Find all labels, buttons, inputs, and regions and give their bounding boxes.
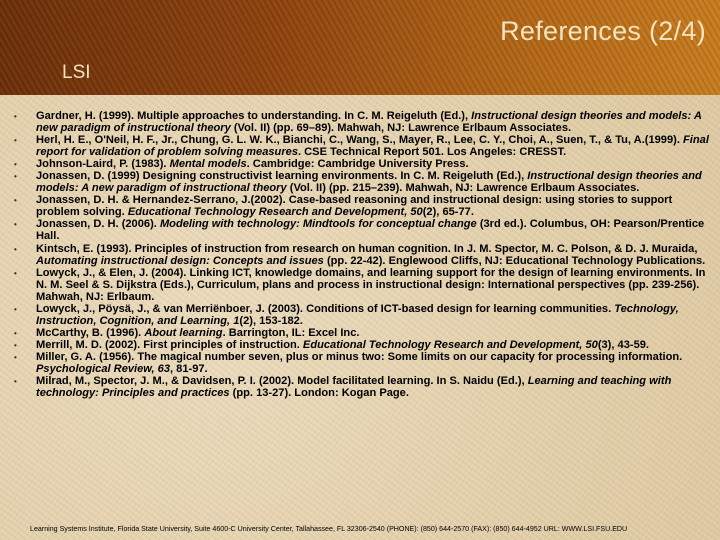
- reference-text: (2), 65-77.: [422, 206, 474, 219]
- reference-italic-text: Educational Technology Research and Development, 50: [127, 206, 423, 219]
- reference-text: Lowyck, J., Pöysä, J., & van Merriënboer, J. (2003). Conditions of ICT-based design for learning communities.: [36, 302, 615, 315]
- slide-title: References (2/4): [500, 16, 706, 46]
- reference-item: [14, 375, 714, 399]
- reference-item: [14, 243, 714, 267]
- bullet-icon: •: [14, 244, 17, 254]
- reference-text: . Barrington, IL: Excel Inc.: [222, 326, 360, 339]
- reference-item: [14, 327, 714, 339]
- bullet-icon: •: [14, 328, 17, 338]
- reference-item: [14, 170, 714, 194]
- reference-italic-text: Modeling with technology: Mindtools for conceptual change: [159, 218, 477, 231]
- reference-item: [14, 351, 714, 375]
- reference-text: (3rd ed.). Columbus, OH: Pearson/Prentice Hall.: [36, 218, 705, 243]
- bullet-icon: •: [14, 352, 17, 362]
- reference-italic-text: Final report for validation of problem solving measures: [36, 134, 709, 159]
- reference-item: [14, 134, 714, 158]
- bullet-icon: •: [14, 220, 17, 230]
- reference-item: [14, 267, 714, 303]
- bullet-icon: •: [14, 268, 17, 278]
- bullet-icon: •: [14, 112, 17, 121]
- reference-text: Gardner, H. (1999). Multiple approaches to understanding. In C. M. Reigeluth (Ed.),: [36, 110, 472, 122]
- reference-italic-text: Automating instructional design: Concepts and issues: [36, 254, 324, 267]
- reference-text: Jonassen, D. H. (2006).: [36, 218, 160, 231]
- reference-text: Jonassen, D. H. & Hernandez-Serrano, J.(2002). Case-based reasoning and instructional design: using stories to support problem solving.: [36, 194, 673, 219]
- reference-item: [14, 339, 714, 351]
- reference-text: (pp. 22-42). Englewood Cliffs, NJ: Educational Technology Publications.: [323, 254, 706, 267]
- bullet-icon: •: [14, 377, 17, 387]
- reference-item: [14, 194, 714, 218]
- reference-text: (3), 43-59.: [597, 338, 649, 351]
- reference-text: . Cambridge: Cambridge University Press.: [246, 158, 469, 171]
- reference-italic-text: Educational Technology Research and Development, 50: [302, 338, 598, 351]
- reference-text: . CSE Technical Report 501. Los Angeles: CRESST.: [298, 146, 567, 159]
- reference-text: (Vol. II) (pp. 215–239). Mahwah, NJ: Lawrence Erlbaum Associates.: [286, 182, 640, 195]
- reference-item: [14, 158, 714, 170]
- reference-item: [14, 110, 714, 134]
- reference-list: [14, 110, 714, 399]
- reference-text: (2), 153-182.: [239, 314, 303, 327]
- bullet-icon: •: [14, 304, 17, 314]
- reference-text: Milrad, M., Spector, J. M., & Davidsen, P. I. (2002). Model facilitated learning. In S. Naidu (Ed.),: [36, 375, 528, 388]
- reference-text: , 81-97.: [170, 362, 208, 375]
- reference-text: Lowyck, J., & Elen, J. (2004). Linking ICT, knowledge domains, and learning support for the design of learning environments. In N. M. Seel & S. Dijkstra (Eds.), Curriculum, plans and process in instructional design: International perspectives (pp. 239-256). Mahwah, NJ: Erlbaum.: [36, 266, 706, 303]
- bullet-icon: •: [14, 172, 17, 182]
- reference-text: Miller, G. A. (1956). The magical number seven, plus or minus two: Some limits on our capacity for processing information.: [36, 350, 683, 363]
- reference-italic-text: Technology, Instruction, Cognition, and Learning, 1: [36, 302, 679, 327]
- reference-text: Kintsch, E. (1993). Principles of instruction from research on human cognition. In J. M. Spector, M. C. Polson, & D. J. Muraida,: [36, 242, 698, 255]
- reference-item: [14, 303, 714, 327]
- reference-text: Jonassen, D. (1999) Designing constructivist learning environments. In C. M. Reigeluth (Ed.),: [36, 170, 528, 183]
- bullet-icon: •: [14, 196, 17, 206]
- reference-italic-text: Mental models: [169, 158, 247, 171]
- reference-italic-text: Instructional design theories and models: A new paradigm of instructional theory: [36, 110, 702, 135]
- reference-text: Merrill, M. D. (2002). First principles of instruction.: [36, 338, 303, 351]
- bullet-icon: •: [14, 136, 17, 146]
- reference-italic-text: Psychological Review, 63: [36, 362, 171, 375]
- reference-item: [14, 218, 714, 242]
- reference-italic-text: Instructional design theories and models: A new paradigm of instructional theory: [36, 170, 702, 195]
- bullet-icon: •: [14, 160, 17, 170]
- reference-text: Johnson-Laird, P. (1983).: [36, 158, 170, 171]
- header-banner: [0, 0, 720, 95]
- reference-text: McCarthy, B. (1996).: [36, 326, 145, 339]
- reference-text: (Vol. II) (pp. 69–89). Mahwah, NJ: Lawrence Erlbaum Associates.: [230, 122, 572, 135]
- reference-text: Herl, H. E., O'Neil, H. F., Jr., Chung, G. L. W. K., Bianchi, C., Wang, S., Mayer, R., Lee, C. Y., Choi, A., Suen, T., & Tu, A.(1999).: [36, 134, 684, 147]
- reference-italic-text: About learning: [144, 326, 223, 339]
- bullet-icon: •: [14, 340, 17, 350]
- footer-contact: Learning Systems Institute, Florida State University, Suite 4600-C University Center, Tallahassee, FL 32306-2540 (PHONE): (850) 644-2570 (FAX): (850) 644-4952 URL: WWW.LSI.FSU.EDU: [30, 525, 628, 533]
- reference-italic-text: Learning and teaching with technology: Principles and practices: [36, 375, 672, 400]
- reference-text: (pp. 13-27). London: Kogan Page.: [229, 387, 409, 400]
- lsi-logo: LSI: [62, 62, 91, 83]
